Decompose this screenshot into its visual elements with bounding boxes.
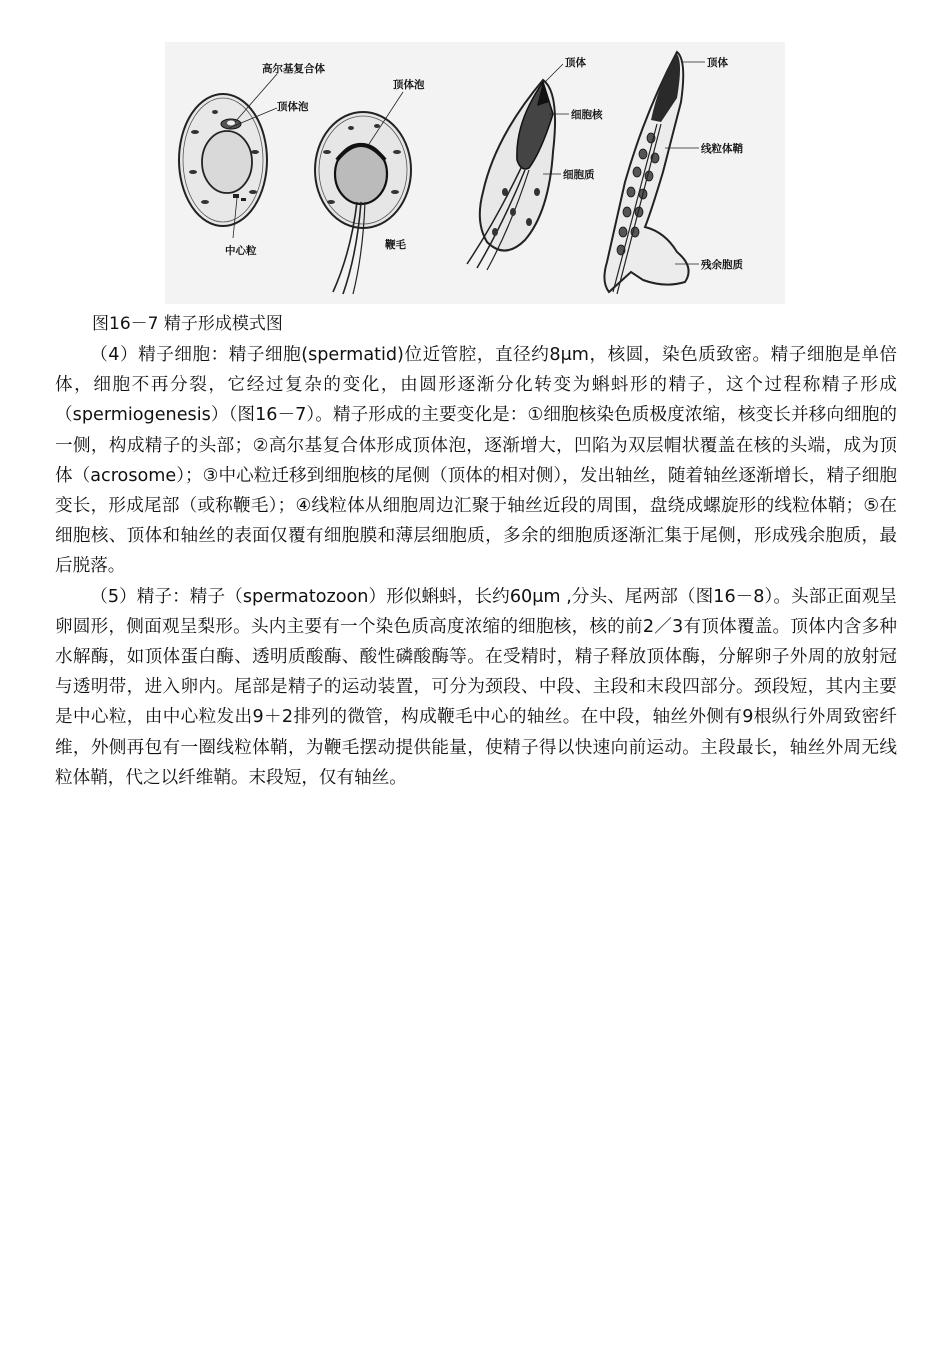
paragraph-spermatid: （4）精子细胞：精子细胞(spermatid)位近管腔，直径约8μm，核圆，染色质致密。精子细胞是单倍体，细胞不再分裂，它经过复杂的变化，由圆形逐渐分化转变为蝌蚪形的精子，这个过程称精子形成（spermiogenesis）（图16－7）。精子形成的主要变化是：①细胞核染色质极度浓缩，核变长并移向细胞的一侧，构成精子的头部；②高尔基复合体形成顶体泡，逐渐增大，凹陷为双层帽状覆盖在核的头端，成为顶体（acrosome）；③中心粒迁移到细胞核的尾侧（顶体的相对侧），发出轴丝，随着轴丝逐渐增长，精子细胞变长，形成尾部（或称鞭毛）；④线粒体从细胞周边汇聚于轴丝近段的周围，盘绕成螺旋形的线粒体鞘；⑤在细胞核、顶体和轴丝的表面仅覆有细胞膜和薄层细胞质，多余的细胞质逐渐汇集于尾侧，形成残余胞质，最后脱落。: [55, 345, 897, 577]
label-cytoplasm: 细胞质: [563, 169, 595, 181]
label-mitochondrial-sheath: 线粒体鞘: [701, 143, 743, 155]
label-acrosome-1: 顶体: [565, 57, 586, 69]
label-golgi: 高尔基复合体: [262, 63, 325, 75]
main-text: [55, 340, 897, 793]
figure-caption: 图16－7 精子形成模式图: [92, 314, 283, 334]
spermiogenesis-diagram: [165, 42, 785, 304]
label-acrosomal-vesicle-2: 顶体泡: [393, 79, 425, 91]
label-acrosomal-vesicle-1: 顶体泡: [277, 101, 309, 113]
label-residual-body: 残余胞质: [701, 259, 743, 271]
label-acrosome-2: 顶体: [707, 57, 728, 69]
label-nucleus: 细胞核: [571, 109, 603, 121]
label-flagellum: 鞭毛: [385, 239, 406, 251]
paragraph-spermatozoon: （5）精子：精子（spermatozoon）形似蝌蚪，长约60μm ,分头、尾两部（图16－8）。头部正面观呈卵圆形，侧面观呈梨形。头内主要有一个染色质高度浓缩的细胞核，核的前2／3有顶体覆盖。顶体内含多种水解酶，如顶体蛋白酶、透明质酸酶、酸性磷酸酶等。在受精时，精子释放顶体酶，分解卵子外周的放射冠与透明带，进入卵内。尾部是精子的运动装置，可分为颈段、中段、主段和末段四部分。颈段短，其内主要是中心粒，由中心粒发出9＋2排列的微管，构成鞭毛中心的轴丝。在中段，轴丝外侧有9根纵行外周致密纤维，外侧再包有一圈线粒体鞘，为鞭毛摆动提供能量，使精子得以快速向前运动。主段最长，轴丝外周无线粒体鞘，代之以纤维鞘。末段短，仅有轴丝。: [55, 586, 897, 788]
spermiogenesis-figure: [165, 42, 785, 304]
label-centriole: 中心粒: [225, 245, 257, 257]
